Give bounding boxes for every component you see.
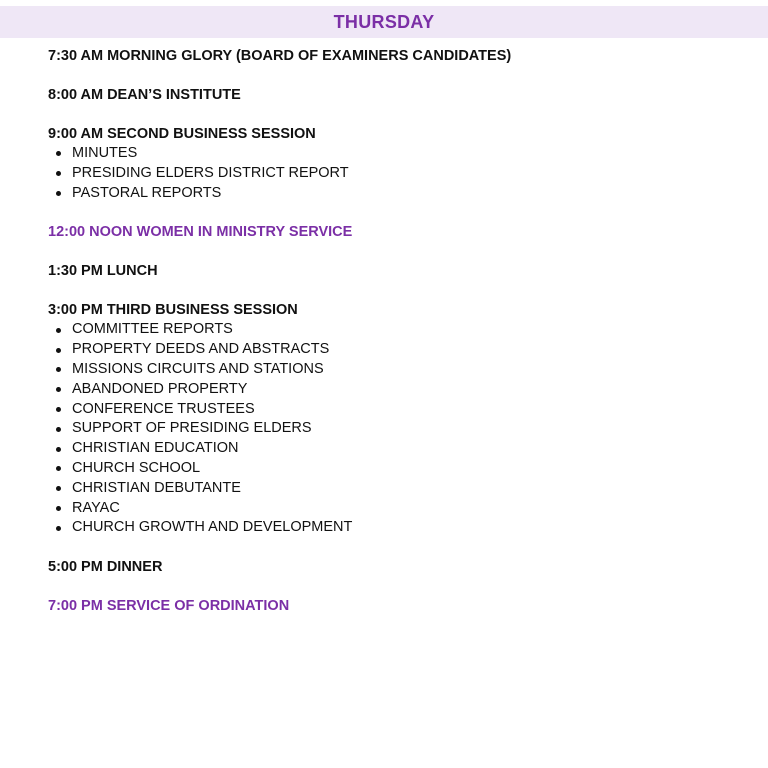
bullet-icon [56, 526, 61, 531]
event-title: 7:00 PM SERVICE OF ORDINATION [48, 598, 290, 615]
schedule-event [48, 124, 738, 203]
bullet-icon [56, 506, 61, 511]
bullet-icon [56, 151, 61, 156]
list-item-label: CHURCH GROWTH AND DEVELOPMENT [72, 519, 353, 536]
schedule-event [48, 85, 738, 105]
event-title: 1:30 PM LUNCH [48, 263, 158, 280]
day-header [0, 6, 768, 38]
list-item [56, 340, 738, 360]
list-item [56, 419, 738, 439]
list-item [56, 439, 738, 459]
bullet-icon [56, 191, 61, 196]
list-item [56, 459, 738, 479]
list-item-label: CHRISTIAN DEBUTANTE [72, 479, 241, 496]
bullet-icon [56, 348, 61, 353]
schedule-event [48, 557, 738, 577]
schedule-list [48, 46, 738, 635]
schedule-event [48, 300, 738, 538]
bullet-icon [56, 367, 61, 372]
list-item-label: PROPERTY DEEDS AND ABSTRACTS [72, 341, 330, 358]
list-item-label: PASTORAL REPORTS [72, 184, 222, 201]
schedule-event [48, 46, 738, 66]
bullet-icon [56, 171, 61, 176]
day-title: THURSDAY [333, 11, 435, 32]
event-title: 12:00 NOON WOMEN IN MINISTRY SERVICE [48, 224, 353, 241]
event-item-list [48, 320, 738, 538]
bullet-icon [56, 407, 61, 412]
bullet-icon [56, 328, 61, 333]
schedule-event [48, 222, 738, 242]
list-item-label: COMMITTEE REPORTS [72, 321, 233, 338]
bullet-icon [56, 486, 61, 491]
event-title: 9:00 AM SECOND BUSINESS SESSION [48, 126, 316, 142]
bullet-icon [56, 466, 61, 471]
list-item-label: PRESIDING ELDERS DISTRICT REPORT [72, 164, 349, 181]
list-item-label: CHURCH SCHOOL [72, 459, 201, 476]
event-title: 8:00 AM DEAN’S INSTITUTE [48, 87, 241, 103]
event-item-list [48, 144, 738, 203]
list-item-label: RAYAC [72, 499, 120, 516]
list-item [56, 479, 738, 499]
bullet-icon [56, 447, 61, 452]
schedule-event [48, 261, 738, 281]
bullet-icon [56, 427, 61, 432]
list-item-label: MINUTES [72, 145, 138, 161]
schedule-event [48, 596, 738, 616]
list-item [56, 380, 738, 400]
event-title: 5:00 PM DINNER [48, 559, 163, 576]
list-item [56, 320, 738, 340]
bullet-icon [56, 387, 61, 392]
list-item-label: SUPPORT OF PRESIDING ELDERS [72, 420, 312, 437]
list-item-label: CONFERENCE TRUSTEES [72, 400, 255, 417]
list-item [56, 184, 738, 204]
list-item [56, 360, 738, 380]
list-item-label: MISSIONS CIRCUITS AND STATIONS [72, 360, 324, 377]
list-item [56, 518, 738, 538]
list-item-label: CHRISTIAN EDUCATION [72, 440, 239, 457]
list-item [56, 400, 738, 420]
list-item-label: ABANDONED PROPERTY [72, 380, 248, 397]
list-item [56, 499, 738, 519]
event-title: 3:00 PM THIRD BUSINESS SESSION [48, 302, 298, 319]
list-item [56, 144, 738, 164]
event-title: 7:30 AM MORNING GLORY (BOARD OF EXAMINERS CANDIDATES) [48, 48, 512, 64]
list-item [56, 164, 738, 184]
